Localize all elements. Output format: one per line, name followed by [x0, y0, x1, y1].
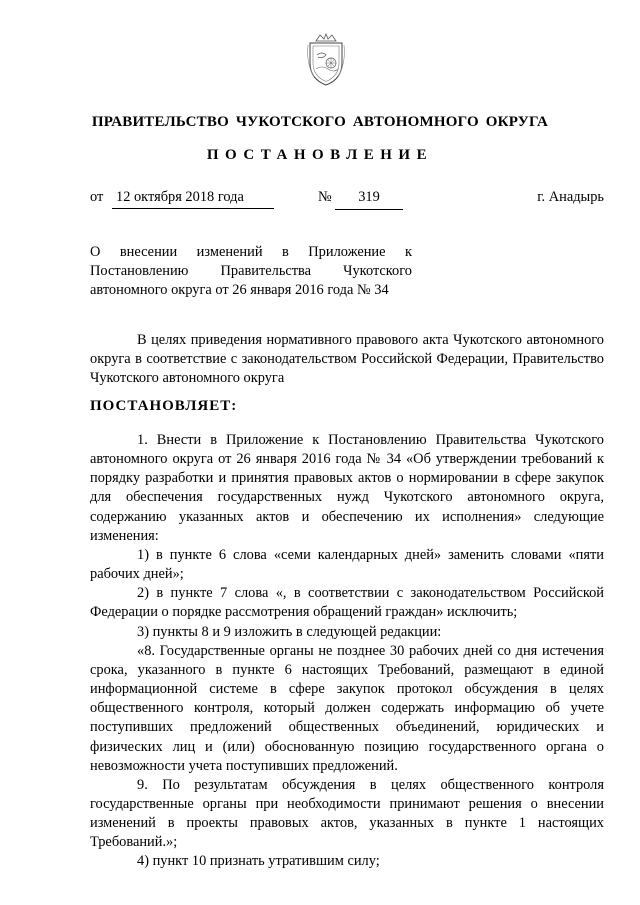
paragraph: 2) в пункте 7 слова «, в соответствии с законодательством Российской Федерации о порядке рассмотрения обращений граждан» исключить;	[90, 585, 604, 621]
document-number: 319	[335, 189, 403, 210]
paragraph: 1. Внести в Приложение к Постановлению Правительства Чукотского автономного округа от 26 января 2016 года № 34 «Об утверждении требований к порядку разработки и принятия правовых актов о нормировании в сфере закупок для обеспечения государственных нужд Чукотского автономного округа, содержанию указанных актов и обеспечению их исполнения» следующие изменения:	[90, 432, 604, 544]
paragraph: 1) в пункте 6 слова «семи календарных дней» заменить словами «пяти рабочих дней»;	[90, 546, 604, 583]
number-prefix: №	[318, 189, 332, 205]
paragraph: «8. Государственные органы не позднее 30 рабочих дней со дня истечения срока, указанного в пункте 6 настоящих Требований, размещают в единой информационной системе в сфере закупок протокол обсуждения в целях общественного контроля, который должен содержать информацию об учете поступивших предложений общественных объединений, юридических и физических лиц и (или) обоснованную позицию государственного органа о невозможности учета поступивших предложений.	[90, 642, 604, 774]
paragraph: 9. По результатам обсуждения в целях общественного контроля государственные органы при необходимости принимают решения о внесении изменений в проекты правовых актов, указанных в пункте 1 настоящих Требований.»;	[90, 776, 604, 851]
subject-line: О внесении изменений в Приложение к	[90, 244, 412, 260]
subject-line: автономного округа от 26 января 2016 года № 34	[90, 282, 389, 298]
city: г. Анадырь	[537, 189, 604, 205]
document-date: 12 октября 2018 года	[112, 189, 274, 209]
subject-line: Постановлению Правительства Чукотского	[90, 263, 412, 279]
date-prefix: от	[90, 189, 104, 205]
paragraph: 4) пункт 10 признать утратившим силу;	[137, 853, 380, 870]
decree-word: ПОСТАНОВЛЯЕТ:	[90, 398, 238, 414]
organization-title: ПРАВИТЕЛЬСТВО ЧУКОТСКОГО АВТОНОМНОГО ОКРУГА	[91, 114, 549, 130]
document-body	[90, 431, 604, 872]
coat-of-arms-icon	[304, 33, 348, 87]
document-subject	[90, 243, 412, 300]
paragraph: 3) пункты 8 и 9 изложить в следующей редакции:	[137, 623, 442, 640]
document-type: ПОСТАНОВЛЕНИЕ	[206, 147, 434, 163]
preamble: В целях приведения нормативного правового акта Чукотского автономного округа в соответствие с законодательством Российской Федерации, Правительство Чукотского автономного округа	[90, 332, 604, 387]
